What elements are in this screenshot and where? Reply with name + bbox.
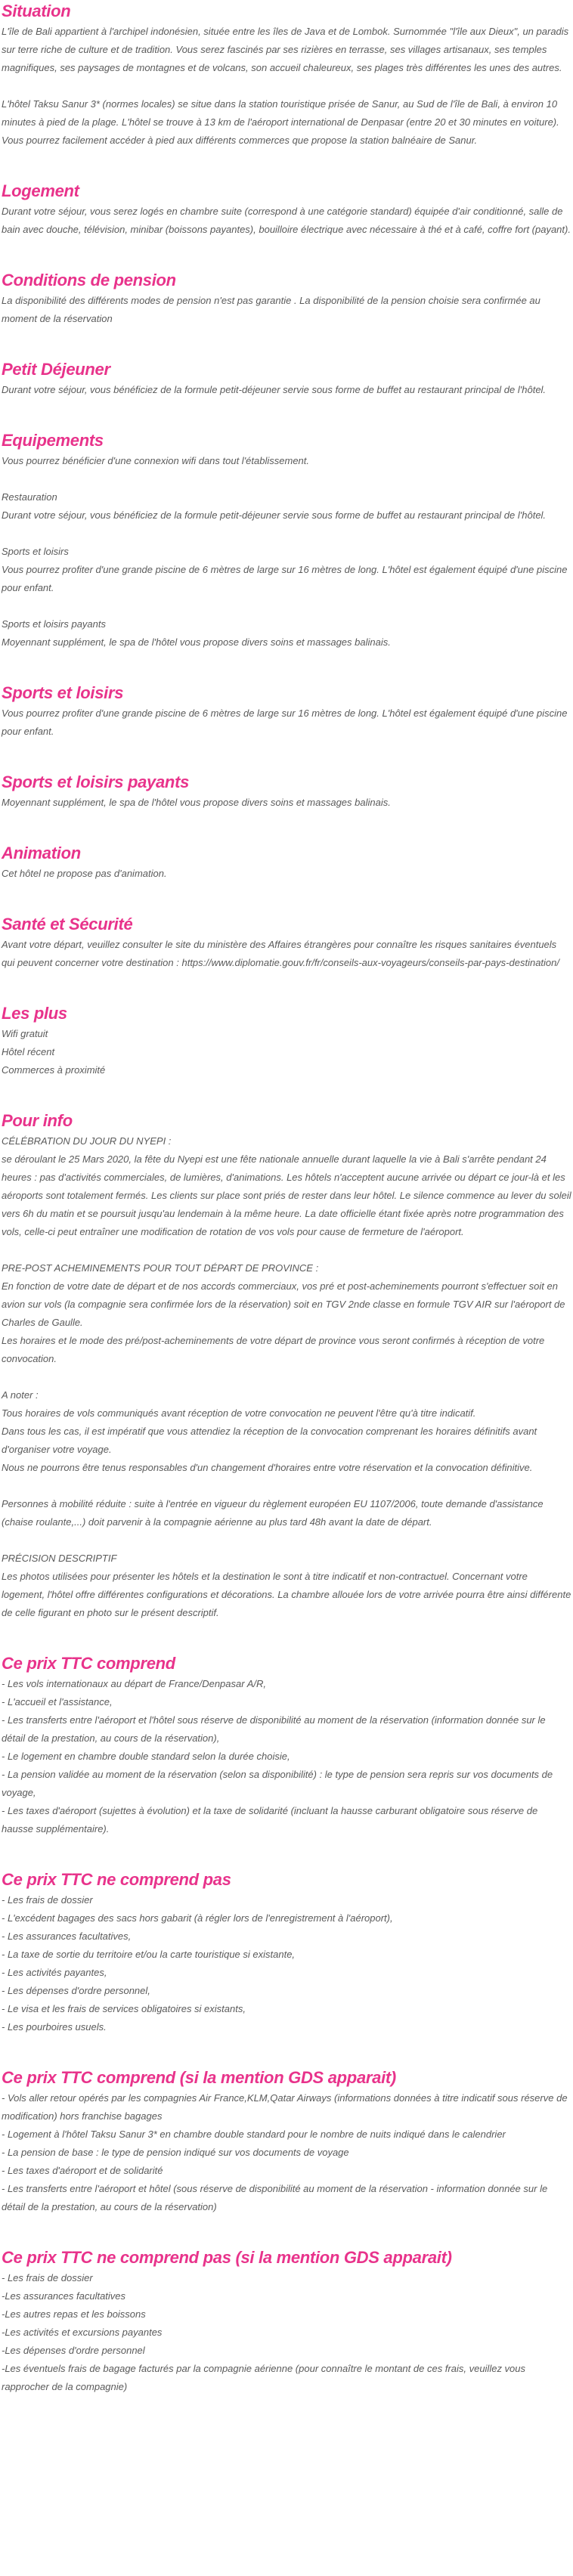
section-pour-info — [2, 1110, 571, 1622]
text-line: L'île de Bali appartient à l'archipel indonésien, située entre les îles de Java et de Lombok. Surnommée "l'île aux Dieux", un paradis sur terre riche de culture et de tradition. Vous serez fascinés par ses rizières en terrasse, ses villages artisanaux, ses temples magnifiques, ses paysages de montagnes et de volcans, son accueil chaleureux, ses plages très différentes les unes des autres. — [2, 26, 569, 73]
text-line: Durant votre séjour, vous serez logés en chambre suite (correspond à une catégorie standard) équipée d'air conditionné, salle de bain avec douche, télévision, minibar (boissons payantes), bouilloire électrique avec nécessaire à thé et à café, coffre fort (payant). — [2, 206, 571, 235]
section-title: Sports et loisirs — [2, 683, 124, 702]
paragraph — [2, 2269, 571, 2396]
text-line: - Les frais de dossier — [2, 2272, 93, 2283]
text-line: - Les pourboires usuels. — [2, 2021, 107, 2033]
paragraph-gap — [2, 77, 571, 95]
section-les-plus — [2, 1002, 571, 1079]
text-line: - Les transferts entre l'aéroport et hôtel (sous réserve de disponibilité au moment de la réservation - information donnée sur le détail de la prestation, au cours de la réservation) — [2, 2183, 548, 2212]
text-line: -Les activités et excursions payantes — [2, 2327, 163, 2338]
text-line: Commerces à proximité — [2, 1064, 106, 1076]
text-line: Moyennant supplément, le spa de l'hôtel vous propose divers soins et massages balinais. — [2, 797, 391, 808]
paragraph — [2, 1891, 571, 2036]
text-line: Les horaires et le mode des pré/post-acheminements de votre départ de province vous seront confirmés à réception de votre convocation. — [2, 1335, 545, 1364]
text-line: Les photos utilisées pour présenter les hôtels et la destination le sont à titre indicatif et non-contractuel. Concernant votre logement, l'hôtel offre différentes configurations et décorations. La chambre allouée lors de votre arrivée pourra être ainsi différente de celle figurant en photo sur le présent descriptif. — [2, 1571, 571, 1618]
text-line: -Les assurances facultatives — [2, 2290, 126, 2302]
paragraph — [2, 1675, 571, 1838]
paragraph-gap — [2, 1241, 571, 1259]
paragraph — [2, 488, 571, 525]
text-line: -Les éventuels frais de bagage facturés par la compagnie aérienne (pour connaître le montant de ces frais, veuillez vous rapprocher de la compagnie) — [2, 2363, 526, 2392]
paragraph — [2, 794, 571, 812]
text-line: Personnes à mobilité réduite : suite à l'entrée en vigueur du règlement européen EU 1107/2006, toute demande d'assistance (chaise roulante,...) doit parvenir à la compagnie aérienne au plus tard 48h avant la date de départ. — [2, 1498, 544, 1528]
text-line: se déroulant le 25 Mars 2020, la fête du Nyepi est une fête nationale annuelle durant laquelle la vie à Bali s'arrête pendant 24 heures : pas d'activités commerciales, de lumières, d'animations. Les hôtels n'acceptent aucune arrivée ou départ ce jour-là et les aéroports sont totalement fermés. Les clients sur place sont priés de rester dans leur hôtel. Le silence commence au lever du soleil vers 6h du matin et se poursuit jusqu'au lendemain à la même heure. La date officielle étant fixée après notre programmation des vols, celle-ci peut entraîner une modification de rotation de vos vols pour cause de fermeture de l'aéroport. — [2, 1153, 571, 1237]
paragraph — [2, 1386, 571, 1477]
text-line: Cet hôtel ne propose pas d'animation. — [2, 868, 167, 879]
section-equipements — [2, 429, 571, 652]
text-line: Dans tous les cas, il est impératif que vous attendiez la réception de la convocation comprenant les horaires définitifs avant d'organiser votre voyage. — [2, 1426, 537, 1455]
section-ce-prix-ttc-ne-comprend-pas-si-la-mention-gds-apparait — [2, 2246, 571, 2396]
text-line: - Les transferts entre l'aéroport et l'hôtel sous réserve de disponibilité au moment de la réservation (information donnée sur le détail de la prestation, au cours de la réservation), — [2, 1714, 546, 1744]
section-sante-et-securite — [2, 913, 571, 972]
paragraph-gap — [2, 1368, 571, 1386]
section-ce-prix-ttc-ne-comprend-pas — [2, 1869, 571, 2036]
text-line: Durant votre séjour, vous bénéficiez de la formule petit-déjeuner servie sous forme de buffet au restaurant principal de l'hôtel. — [2, 509, 547, 521]
section-ce-prix-ttc-comprend-si-la-mention-gds-apparait — [2, 2067, 571, 2216]
text-line: Vous pourrez profiter d'une grande piscine de 6 mètres de large sur 16 mètres de long. L'hôtel est également équipé d'une piscine pour enfant. — [2, 707, 568, 737]
text-line: - Vols aller retour opérés par les compagnies Air France,KLM,Qatar Airways (informations données à titre indicatif sous réserve de modification) hors franchise bagages — [2, 2092, 568, 2122]
text-line: - Les dépenses d'ordre personnel, — [2, 1985, 150, 1996]
text-line: - Les activités payantes, — [2, 1967, 107, 1978]
text-line: Moyennant supplément, le spa de l'hôtel vous propose divers soins et massages balinais. — [2, 636, 391, 648]
text-line: - La pension de base : le type de pension indiqué sur vos documents de voyage — [2, 2147, 349, 2158]
section-title: Ce prix TTC ne comprend pas (si la mention GDS apparait) — [2, 2248, 452, 2267]
section-title: Petit Déjeuner — [2, 360, 110, 379]
text-line: L'hôtel Taksu Sanur 3* (normes locales) se situe dans la station touristique prisée de Sanur, au Sud de l'île de Bali, à environ 10 minutes à pied de la plage. L'hôtel se trouve à 13 km de l'aéroport international de Denpasar (entre 20 et 30 minutes en voiture). Vous pourrez facilement accéder à pied aux différents commerces que propose la station balnéaire de Sanur. — [2, 98, 559, 146]
paragraph-gap — [2, 525, 571, 543]
section-title: Conditions de pension — [2, 271, 176, 289]
text-line: - Les vols internationaux au départ de France/Denpasar A/R, — [2, 1678, 266, 1689]
section-petit-dejeuner — [2, 358, 571, 399]
paragraph — [2, 95, 571, 150]
paragraph — [2, 452, 571, 470]
paragraph — [2, 1550, 571, 1622]
text-line: - L'excédent bagages des sacs hors gabarit (à régler lors de l'enregistrement à l'aéroport), — [2, 1912, 393, 1924]
text-line: PRÉCISION DESCRIPTIF — [2, 1553, 117, 1564]
text-line: - Logement à l'hôtel Taksu Sanur 3* en chambre double standard pour le nombre de nuits indiqué dans le calendrier — [2, 2129, 506, 2140]
text-line: Nous ne pourrons être tenus responsables d'un changement d'horaires entre votre réservation et la convocation définitive. — [2, 1462, 533, 1473]
section-animation — [2, 842, 571, 883]
section-conditions-de-pension — [2, 269, 571, 328]
text-line: Durant votre séjour, vous bénéficiez de la formule petit-déjeuner servie sous forme de buffet au restaurant principal de l'hôtel. — [2, 384, 547, 395]
section-title: Santé et Sécurité — [2, 915, 133, 933]
section-title: Logement — [2, 181, 79, 200]
text-line: CÉLÉBRATION DU JOUR DU NYEPI : — [2, 1135, 172, 1147]
text-line: - La taxe de sortie du territoire et/ou la carte touristique si existante, — [2, 1949, 296, 1960]
text-line: Wifi gratuit — [2, 1028, 48, 1039]
text-line: Vous pourrez bénéficier d'une connexion wifi dans tout l'établissement. — [2, 455, 309, 466]
section-title: Equipements — [2, 431, 104, 450]
paragraph-gap — [2, 470, 571, 488]
section-title: Sports et loisirs payants — [2, 772, 190, 791]
paragraph — [2, 704, 571, 741]
section-title: Pour info — [2, 1111, 73, 1130]
paragraph — [2, 1495, 571, 1531]
section-sports-et-loisirs — [2, 682, 571, 741]
text-line: Sports et loisirs payants — [2, 618, 107, 630]
text-line: - Les taxes d'aéroport (sujettes à évolution) et la taxe de solidarité (incluant la hausse carburant obligatoire sous réserve de hausse supplémentaire). — [2, 1805, 538, 1834]
paragraph — [2, 292, 571, 328]
text-line: A noter : — [2, 1389, 39, 1401]
text-line: - La pension validée au moment de la réservation (selon sa disponibilité) : le type de pension sera repris sur vos documents de voyage, — [2, 1769, 553, 1798]
paragraph — [2, 543, 571, 597]
paragraph — [2, 1132, 571, 1241]
text-line: - L'accueil et l'assistance, — [2, 1696, 113, 1708]
text-line: Tous horaires de vols communiqués avant réception de votre convocation ne peuvent l'être qu'à titre indicatif. — [2, 1407, 476, 1419]
text-line: En fonction de votre date de départ et de nos accords commerciaux, vos pré et post-acheminements pourront s'effectuer soit en avion sur vols (la compagnie sera confirmée lors de la réservation) soit en TGV 2nde classe en formule TGV AIR sur l'aéroport de Charles de Gaulle. — [2, 1280, 565, 1328]
section-title: Situation — [2, 2, 71, 20]
section-title: Ce prix TTC comprend — [2, 1654, 175, 1673]
section-title: Les plus — [2, 1004, 67, 1023]
paragraph — [2, 936, 571, 972]
text-line: Sports et loisirs — [2, 546, 69, 557]
text-line: Restauration — [2, 491, 57, 503]
text-line: -Les dépenses d'ordre personnel — [2, 2345, 145, 2356]
section-title: Ce prix TTC ne comprend pas — [2, 1870, 231, 1889]
text-line: - Les taxes d'aéroport et de solidarité — [2, 2165, 163, 2176]
paragraph — [2, 615, 571, 652]
text-line: Avant votre départ, veuillez consulter le site du ministère des Affaires étrangères pour connaître les risques sanitaires éventuels qui peuvent concerner votre destination : https://www.diplomatie.gouv.fr/fr/conseils-aux-voyageurs/conseils-par-pays-destination/ — [2, 939, 560, 968]
text-line: Hôtel récent — [2, 1046, 55, 1057]
text-line: - Les assurances facultatives, — [2, 1930, 132, 1942]
section-title: Ce prix TTC comprend (si la mention GDS apparait) — [2, 2068, 396, 2087]
section-logement — [2, 180, 571, 239]
text-line: Vous pourrez profiter d'une grande piscine de 6 mètres de large sur 16 mètres de long. L'hôtel est également équipé d'une piscine pour enfant. — [2, 564, 568, 593]
text-line: PRE-POST ACHEMINEMENTS POUR TOUT DÉPART DE PROVINCE : — [2, 1262, 319, 1274]
paragraph — [2, 381, 571, 399]
text-line: La disponibilité des différents modes de pension n'est pas garantie . La disponibilité de la pension choisie sera confirmée au moment de la réservation — [2, 295, 540, 324]
paragraph-gap — [2, 1531, 571, 1550]
text-line: -Les autres repas et les boissons — [2, 2308, 146, 2320]
paragraph — [2, 865, 571, 883]
section-title: Animation — [2, 844, 81, 862]
paragraph-gap — [2, 1477, 571, 1495]
text-line: - Les frais de dossier — [2, 1894, 93, 1906]
paragraph — [2, 23, 571, 77]
text-line: - Le logement en chambre double standard selon la durée choisie, — [2, 1751, 290, 1762]
paragraph — [2, 203, 571, 239]
paragraph — [2, 1025, 571, 1079]
paragraph-gap — [2, 597, 571, 615]
paragraph — [2, 2089, 571, 2216]
section-sports-et-loisirs-payants — [2, 771, 571, 812]
text-line: - Le visa et les frais de services obligatoires si existants, — [2, 2003, 246, 2014]
paragraph — [2, 1259, 571, 1368]
section-ce-prix-ttc-comprend — [2, 1652, 571, 1838]
section-situation — [2, 0, 571, 150]
